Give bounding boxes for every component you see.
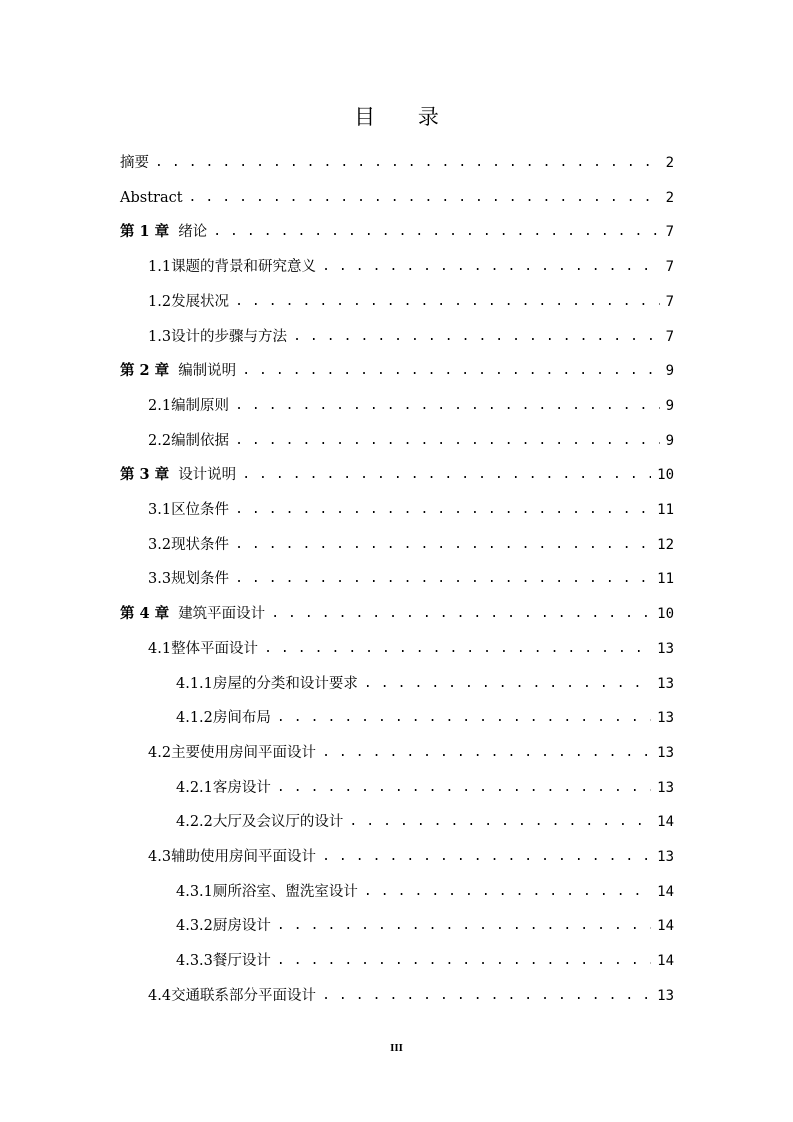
toc-entry-title: 现状条件	[171, 536, 230, 553]
toc-entry-number: 4.2	[148, 744, 172, 761]
toc-entry-label	[120, 215, 207, 249]
toc-dot-leader	[213, 215, 659, 249]
toc-entry-page: 11	[657, 571, 674, 588]
toc-entry-title: 绪论	[178, 224, 208, 241]
toc-entry-page: 13	[657, 849, 674, 865]
toc-entry-title: 编制依据	[171, 432, 230, 449]
toc-entry[interactable]	[176, 667, 674, 701]
toc-entry-title: 整体平面设计	[171, 640, 259, 657]
toc-entry-title: 主要使用房间平面设计	[171, 744, 317, 761]
toc-entry[interactable]	[148, 389, 674, 423]
toc-entry-number: 2.1	[148, 397, 172, 414]
toc-entry-label	[176, 805, 343, 839]
toc-entry-title: Abstract	[120, 189, 183, 206]
toc-entry-title: 大厅及会议厅的设计	[212, 814, 344, 831]
toc-entry-page: 13	[657, 640, 674, 657]
toc-entry[interactable]	[148, 632, 674, 666]
toc-entry-page: 13	[657, 779, 674, 796]
toc-entry-label	[120, 181, 183, 215]
toc-entry-title: 房屋的分类和设计要求	[212, 675, 358, 692]
toc-entry-label	[176, 667, 358, 701]
toc-entry[interactable]	[148, 840, 674, 874]
toc-entry-title: 客房设计	[212, 779, 271, 796]
toc-entry-number: 3.2	[148, 536, 172, 553]
toc-entry-label	[148, 528, 229, 562]
toc-entry-label	[148, 979, 316, 1013]
toc-entry-page: 14	[657, 953, 674, 970]
toc-entry-title: 辅助使用房间平面设计	[171, 849, 317, 865]
toc-entry-label	[148, 320, 287, 354]
toc-entry[interactable]	[148, 493, 674, 527]
toc-entry-label	[176, 875, 358, 909]
toc-entry-page: 14	[657, 814, 674, 831]
toc-entry-label	[148, 632, 258, 666]
toc-dot-leader	[322, 979, 651, 1013]
toc-entry-label	[148, 493, 229, 527]
toc-dot-leader	[277, 771, 651, 805]
toc-entry-number: 第 2 章	[120, 362, 170, 380]
toc-entry[interactable]	[148, 562, 674, 596]
toc-entry[interactable]	[148, 736, 674, 770]
page-title: 目 录	[354, 105, 457, 129]
toc-entry[interactable]	[120, 215, 674, 249]
toc-entry-title: 发展状况	[171, 293, 230, 310]
toc-entry-number: 4.1.1	[176, 675, 213, 692]
toc-entry[interactable]	[176, 909, 674, 943]
toc-entry-title: 设计说明	[178, 467, 237, 484]
toc-entry-label	[148, 840, 316, 874]
toc-entry-title: 规划条件	[171, 571, 230, 588]
toc-dot-leader	[235, 285, 660, 319]
toc-entry-page: 9	[665, 363, 674, 380]
toc-entry-number: 4.1	[148, 640, 172, 657]
toc-entry-title: 编制原则	[171, 397, 230, 414]
toc-entry-title: 房间布局	[212, 710, 271, 727]
toc-entry-page: 7	[665, 259, 674, 276]
toc-entry-page: 14	[657, 918, 674, 935]
toc-entry-number: 2.2	[148, 432, 172, 449]
toc-entry-number: 4.3.1	[176, 883, 213, 900]
toc-dot-leader	[155, 146, 660, 180]
toc-entry-number: 第 1 章	[120, 223, 170, 241]
toc-entry-number: 4.3.2	[176, 918, 213, 935]
toc-entry-page: 7	[665, 293, 674, 310]
toc-entry-label	[120, 354, 236, 388]
toc-dot-leader	[235, 528, 651, 562]
toc-entry-number: 4.2.1	[176, 779, 213, 796]
toc-entry-number: 4.2.2	[176, 814, 213, 831]
toc-entry-number: 第 3 章	[120, 466, 170, 484]
toc-dot-leader	[235, 562, 651, 596]
toc-entry-label	[176, 944, 271, 978]
toc-entry-label	[148, 285, 229, 319]
toc-dot-leader	[364, 875, 651, 909]
toc-entry-page: 11	[657, 502, 674, 518]
toc-entry-page: 12	[657, 536, 674, 553]
toc-dot-leader	[242, 354, 659, 388]
toc-entry-label	[176, 771, 271, 805]
toc-entry[interactable]	[148, 320, 674, 354]
toc-entry-number: 4.4	[148, 987, 172, 1004]
toc-entry-label	[148, 424, 229, 458]
toc-entry-number: 4.1.2	[176, 710, 213, 727]
toc-entry-page: 13	[657, 744, 674, 761]
toc-dot-leader	[293, 320, 660, 354]
toc-entry-page: 10	[657, 606, 674, 623]
toc-entry-title: 设计的步骤与方法	[171, 328, 288, 345]
toc-entry-label	[148, 736, 316, 770]
toc-entry[interactable]	[176, 944, 674, 978]
toc-dot-leader	[277, 909, 651, 943]
toc-entry-title: 区位条件	[171, 502, 230, 518]
toc-entry[interactable]	[148, 285, 674, 319]
toc-dot-leader	[264, 632, 651, 666]
toc-dot-leader	[322, 250, 660, 284]
toc-entry[interactable]	[176, 805, 674, 839]
toc-entry-label	[120, 597, 265, 631]
toc-entry-page: 7	[665, 224, 674, 241]
toc-entry[interactable]	[120, 597, 674, 631]
toc-entry-label	[148, 562, 229, 596]
toc-entry-number: 1.2	[148, 293, 172, 310]
toc-entry-page: 7	[665, 328, 674, 345]
toc-entry-number: 4.3.3	[176, 953, 213, 970]
toc-entry-page: 13	[657, 710, 674, 727]
toc-entry[interactable]	[176, 701, 674, 735]
toc-dot-leader	[322, 840, 651, 874]
toc-dot-leader	[277, 944, 651, 978]
toc-entry-title: 建筑平面设计	[178, 606, 266, 623]
toc-dot-leader	[235, 424, 660, 458]
toc-entry-number: 1.3	[148, 328, 172, 345]
toc-entry-page: 2	[665, 189, 674, 206]
toc-entry-label	[120, 458, 236, 492]
toc-dot-leader	[242, 458, 651, 492]
toc-entry[interactable]	[148, 250, 674, 284]
toc-entry-page: 13	[657, 675, 674, 692]
toc-entry-page: 9	[665, 432, 674, 449]
toc-entry-title: 餐厅设计	[212, 953, 271, 970]
toc-entry[interactable]	[120, 181, 674, 215]
toc-entry-title: 课题的背景和研究意义	[171, 259, 317, 276]
toc-entry-title: 厨房设计	[212, 918, 271, 935]
page-number: III	[390, 1042, 403, 1054]
toc-entry-label	[176, 909, 271, 943]
toc-dot-leader	[349, 805, 651, 839]
toc-entry[interactable]	[148, 979, 674, 1013]
toc-dot-leader	[235, 389, 660, 423]
toc-entry[interactable]	[176, 875, 674, 909]
toc-entry-number: 3.1	[148, 502, 172, 518]
toc-entry[interactable]	[120, 354, 674, 388]
toc-entry-label	[120, 146, 149, 180]
toc-entry-page: 9	[665, 397, 674, 414]
toc-dot-leader	[322, 736, 651, 770]
toc-entry-page: 14	[657, 883, 674, 900]
toc-entry-page: 2	[665, 155, 674, 171]
toc-entry[interactable]	[148, 528, 674, 562]
toc-dot-leader	[189, 181, 660, 215]
toc-entry-title: 交通联系部分平面设计	[171, 987, 317, 1004]
toc-dot-leader	[271, 597, 651, 631]
toc-entry[interactable]	[120, 458, 674, 492]
toc-entry-label	[176, 701, 271, 735]
toc-entry-number: 3.3	[148, 571, 172, 588]
toc-dot-leader	[235, 493, 651, 527]
toc-entry-title: 编制说明	[178, 363, 237, 380]
toc-entry-title: 厕所浴室、盥洗室设计	[212, 883, 358, 900]
toc-entry-page: 10	[657, 467, 674, 484]
toc-entry-page: 13	[657, 987, 674, 1004]
toc-entry-number: 1.1	[148, 259, 172, 276]
toc-dot-leader	[364, 667, 651, 701]
toc-entry-label	[148, 250, 316, 284]
toc-entry-title: 摘要	[120, 155, 149, 171]
toc-entry-label	[148, 389, 229, 423]
toc-entry[interactable]	[120, 146, 674, 180]
toc-dot-leader	[277, 701, 651, 735]
toc-entry-number: 第 4 章	[120, 605, 170, 623]
toc-entry[interactable]	[176, 771, 674, 805]
toc-entry[interactable]	[148, 424, 674, 458]
toc-entry-number: 4.3	[148, 849, 172, 865]
